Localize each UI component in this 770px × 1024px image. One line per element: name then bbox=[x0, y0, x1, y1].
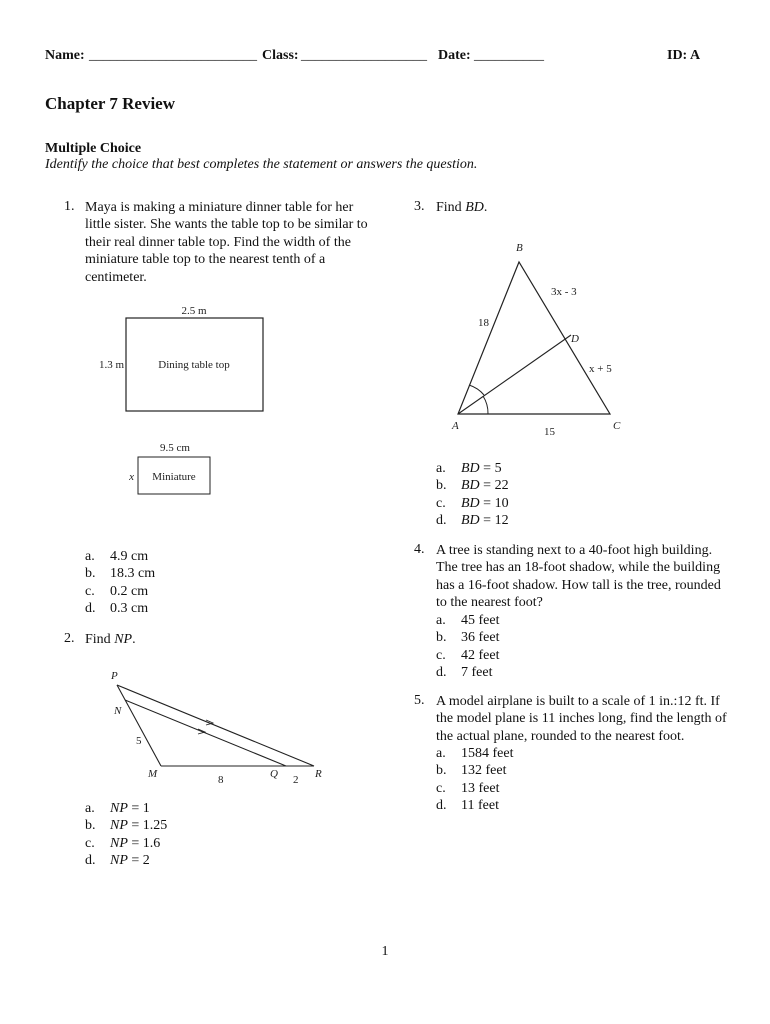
choice: b. BD = 22 bbox=[436, 478, 509, 494]
point-Q-label: Q bbox=[270, 768, 278, 780]
length-BD-label: 3x - 3 bbox=[551, 286, 577, 298]
question-3-figure bbox=[440, 235, 640, 440]
length-AB-label: 18 bbox=[478, 317, 489, 329]
question-1-text bbox=[85, 199, 368, 286]
question-4-number: 4. bbox=[414, 542, 425, 557]
question-3-choices bbox=[436, 460, 509, 530]
question-4-line: A tree is standing next to a 40-foot high building. bbox=[436, 543, 713, 558]
page-number: 1 bbox=[381, 944, 389, 959]
choice: b. 132 feet bbox=[436, 763, 507, 779]
class-blank: __________________ bbox=[301, 48, 427, 63]
length-MN-label: 5 bbox=[136, 735, 142, 747]
dining-height-label: 1.3 m bbox=[98, 359, 124, 371]
segment-NQ bbox=[125, 700, 286, 766]
dining-width-label: 2.5 m bbox=[181, 305, 207, 317]
point-M-label: M bbox=[148, 768, 158, 780]
choice: a. 4.9 cm bbox=[85, 549, 149, 564]
choice: c. 13 feet bbox=[436, 780, 500, 796]
question-1-choices bbox=[85, 548, 155, 618]
point-A-label: A bbox=[452, 420, 459, 432]
point-R-label: R bbox=[315, 768, 322, 780]
choice: b. NP = 1.25 bbox=[85, 818, 168, 834]
choice: c. 42 feet bbox=[436, 647, 500, 663]
length-DC-label: x + 5 bbox=[589, 363, 612, 375]
name-blank: ________________________ bbox=[89, 48, 257, 63]
point-P-label: P bbox=[111, 670, 118, 682]
choice: b. 36 feet bbox=[436, 630, 500, 646]
question-3-text: Find BD. bbox=[436, 200, 488, 215]
segment-PM bbox=[117, 685, 161, 766]
question-4-line: to the nearest foot? bbox=[436, 595, 543, 611]
question-5-text bbox=[436, 693, 727, 745]
dining-table-label: Dining table top bbox=[158, 359, 230, 371]
question-5-line: the actual plane, rounded to the nearest foot. bbox=[436, 728, 685, 744]
angle-arc bbox=[483, 396, 488, 414]
miniature-height-label: x bbox=[129, 471, 134, 483]
point-N-label: N bbox=[114, 705, 122, 717]
segment-AD bbox=[458, 335, 571, 414]
question-4-line: The tree has an 18-foot shadow, while the building bbox=[436, 560, 721, 576]
choice: a. 45 feet bbox=[436, 613, 500, 628]
choice: d. NP = 2 bbox=[85, 853, 150, 869]
choice: d. 11 feet bbox=[436, 798, 499, 814]
choice: c. NP = 1.6 bbox=[85, 835, 161, 851]
question-1-line: miniature table top to the nearest tenth of a bbox=[85, 252, 326, 268]
class-label: Class: bbox=[262, 48, 299, 63]
point-D-label: D bbox=[571, 333, 579, 345]
question-5-choices bbox=[436, 745, 513, 815]
question-1-line: centimeter. bbox=[85, 269, 147, 285]
question-2-choices bbox=[85, 800, 167, 870]
length-AC-label: 15 bbox=[544, 426, 555, 438]
question-4-text bbox=[436, 542, 721, 612]
question-2-number: 2. bbox=[64, 631, 75, 646]
length-MQ-label: 8 bbox=[218, 774, 224, 786]
question-3-number: 3. bbox=[414, 199, 425, 214]
question-1-line: their real dinner table top. Find the width of the bbox=[85, 234, 351, 250]
name-label: Name: bbox=[45, 48, 85, 63]
question-5-number: 5. bbox=[414, 693, 425, 708]
question-1-figure bbox=[80, 298, 280, 500]
section-instructions: Identify the choice that best completes the statement or answers the question. bbox=[45, 157, 478, 172]
question-2-text: Find NP. bbox=[85, 632, 136, 647]
question-5-line: A model airplane is built to a scale of 1 in.:12 ft. If bbox=[436, 694, 720, 709]
question-5-line: the model plane is 11 inches long, find the length of bbox=[436, 711, 727, 727]
page-title: Chapter 7 Review bbox=[45, 94, 175, 113]
length-QR-label: 2 bbox=[293, 774, 299, 786]
segment-PR bbox=[117, 685, 314, 766]
choice: c. 0.2 cm bbox=[85, 583, 149, 599]
choice: a. NP = 1 bbox=[85, 801, 150, 816]
choice: b. 18.3 cm bbox=[85, 566, 156, 582]
date-blank: __________ bbox=[474, 48, 544, 63]
section-heading: Multiple Choice bbox=[45, 141, 142, 156]
choice: d. BD = 12 bbox=[436, 513, 509, 529]
choice: a. 1584 feet bbox=[436, 746, 514, 761]
point-B-label: B bbox=[516, 242, 523, 254]
miniature-width-label: 9.5 cm bbox=[160, 442, 190, 454]
choice: a. BD = 5 bbox=[436, 461, 502, 476]
point-C-label: C bbox=[613, 420, 621, 432]
question-1-number: 1. bbox=[64, 199, 75, 214]
choice: d. 0.3 cm bbox=[85, 601, 149, 617]
miniature-label: Miniature bbox=[152, 471, 196, 483]
question-4-line: has a 16-foot shadow. How tall is the tree, rounded bbox=[436, 577, 721, 593]
question-4-choices bbox=[436, 612, 499, 682]
question-2-figure bbox=[100, 665, 340, 795]
id-label: ID: A bbox=[667, 48, 701, 63]
question-1-line: little sister. She wants the table top to be similar to bbox=[85, 217, 368, 233]
date-label: Date: bbox=[438, 48, 471, 63]
choice: c. BD = 10 bbox=[436, 495, 509, 511]
question-1-line: Maya is making a miniature dinner table for her bbox=[85, 200, 354, 215]
choice: d. 7 feet bbox=[436, 665, 493, 681]
angle-arc bbox=[469, 385, 484, 395]
